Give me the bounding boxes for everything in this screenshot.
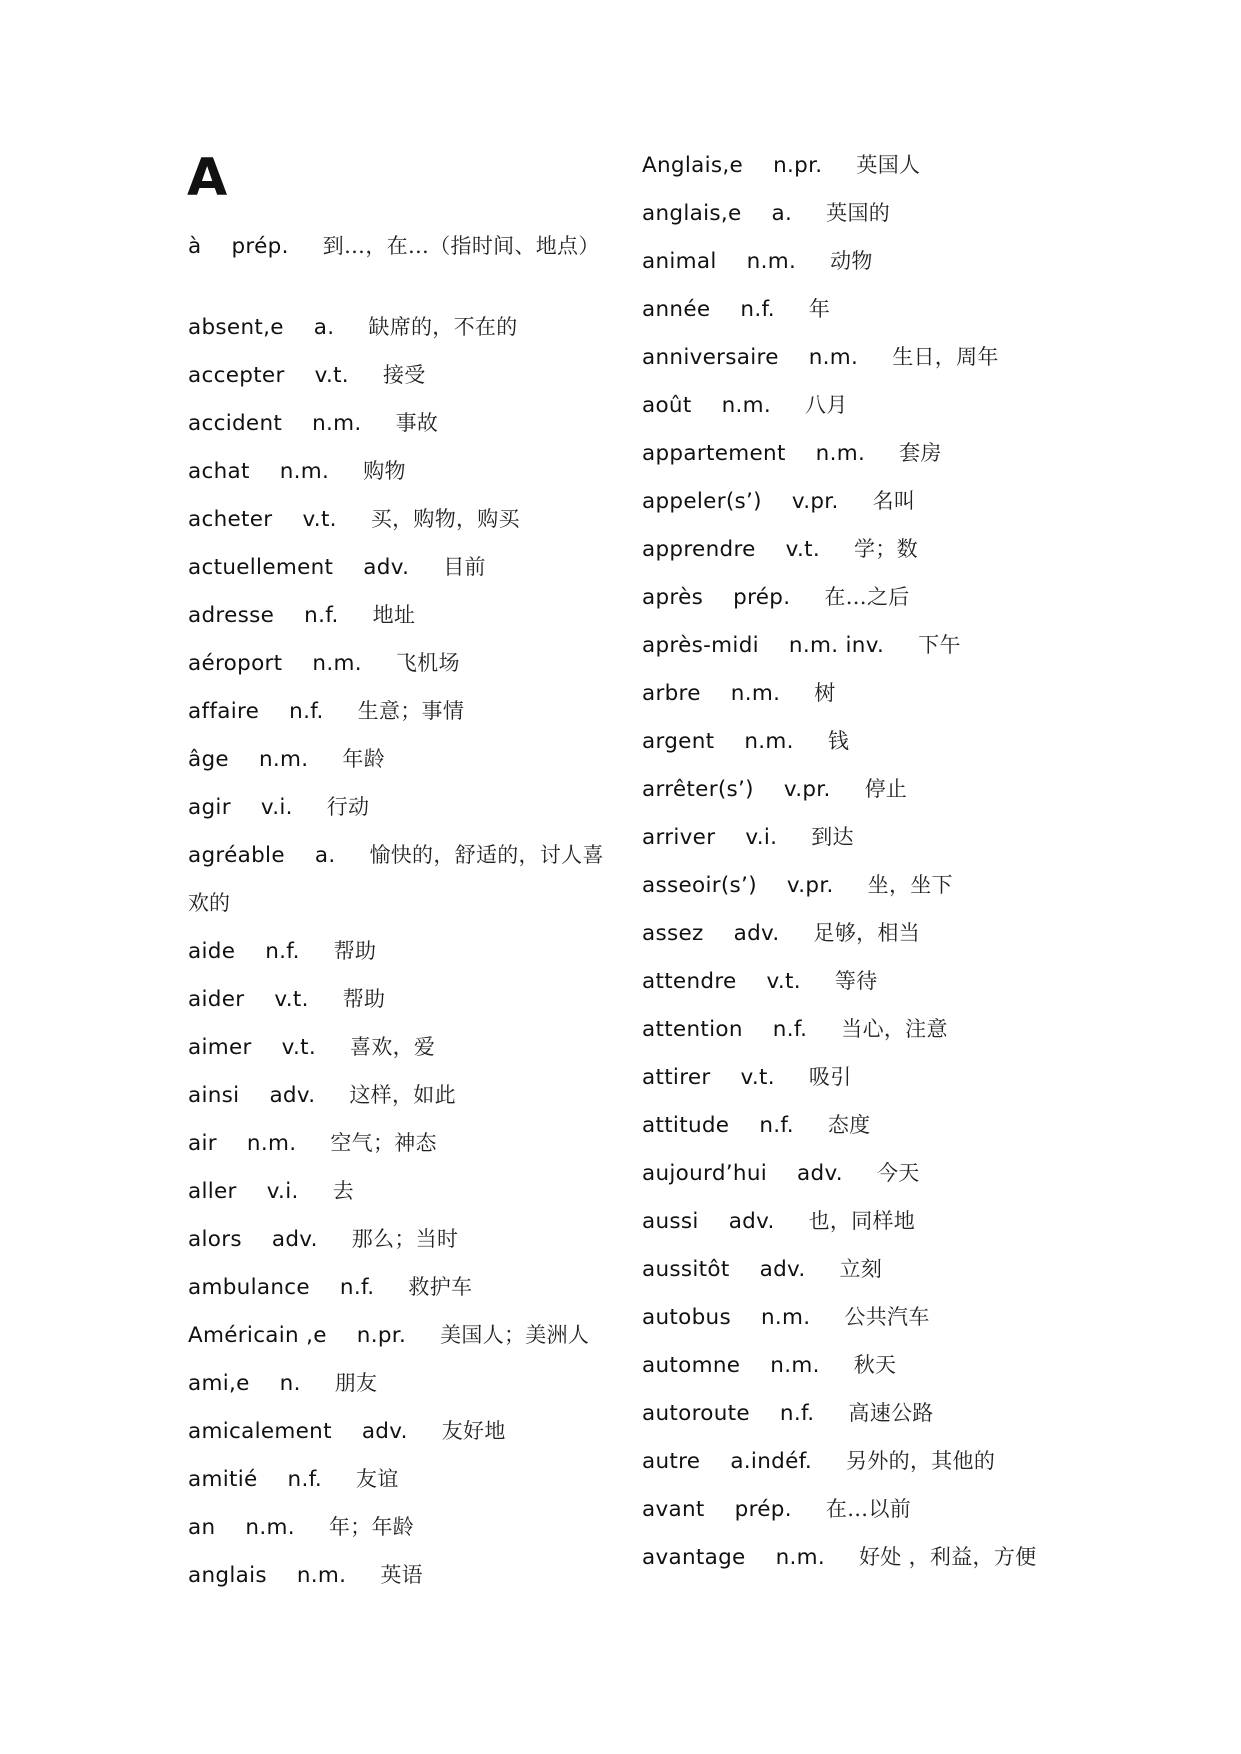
chinese-meaning: 那么；当时 (351, 1227, 459, 1251)
chinese-meaning: 足够，相当 (813, 921, 921, 945)
part-of-speech: prép. (733, 585, 791, 610)
chinese-meaning: 学；数 (854, 537, 918, 561)
chinese-meaning: 吸引 (808, 1065, 852, 1089)
chinese-meaning: 钱 (827, 729, 850, 753)
entry (188, 1465, 399, 1494)
section-letter: A (187, 148, 228, 208)
entry (642, 1351, 896, 1380)
headword: arbre (642, 681, 701, 706)
chinese-meaning: 在…之后 (824, 585, 910, 609)
chinese-meaning: 到…，在…（指时间、地点） (322, 234, 600, 258)
headword: ami,e (188, 1371, 250, 1396)
chinese-meaning: 动物 (830, 249, 873, 273)
part-of-speech: prép. (734, 1497, 792, 1522)
part-of-speech: adv. (269, 1083, 316, 1108)
entry (642, 1255, 882, 1284)
chinese-meaning: 生意；事情 (357, 699, 465, 723)
part-of-speech: n.m. (296, 1563, 347, 1588)
part-of-speech: n. (279, 1371, 301, 1396)
headword: avant (642, 1497, 705, 1522)
entry (188, 985, 385, 1014)
part-of-speech: adv. (733, 921, 780, 946)
entry (188, 409, 438, 438)
entry (642, 583, 910, 612)
part-of-speech: n.f. (779, 1401, 815, 1426)
part-of-speech: n.m. (760, 1305, 811, 1330)
entry (642, 535, 918, 564)
part-of-speech: n.pr. (773, 153, 823, 178)
chinese-meaning: 坐，坐下 (867, 873, 953, 897)
part-of-speech: n.m. (258, 747, 309, 772)
chinese-meaning: 停止 (864, 777, 908, 801)
entry (188, 313, 518, 342)
headword: après (642, 585, 704, 610)
part-of-speech: n.m. (746, 249, 797, 274)
headword: acheter (188, 507, 273, 532)
entry (642, 295, 830, 324)
part-of-speech: n.m. (312, 411, 362, 436)
headword: Anglais,e (642, 153, 744, 178)
headword: aide (188, 939, 236, 964)
headword: ainsi (188, 1083, 240, 1108)
part-of-speech: n.m. (246, 1131, 297, 1156)
part-of-speech: adv. (759, 1257, 806, 1282)
part-of-speech: n.m. inv. (788, 633, 885, 658)
headword: autobus (642, 1305, 731, 1330)
chinese-meaning: 救护车 (408, 1275, 473, 1299)
chinese-meaning: 帮助 (342, 987, 386, 1011)
headword: âge (188, 747, 229, 772)
entry (642, 391, 848, 420)
headword: anglais (188, 1563, 267, 1588)
entry (642, 151, 920, 180)
entry (188, 1129, 437, 1158)
headword: apprendre (642, 537, 756, 562)
chinese-meaning: 目前 (443, 555, 486, 579)
part-of-speech: n.m. (312, 651, 362, 676)
part-of-speech: n.f. (759, 1113, 794, 1138)
part-of-speech: n.f. (740, 297, 775, 322)
entry (188, 361, 426, 390)
chinese-meaning: 另外的，其他的 (846, 1449, 996, 1473)
part-of-speech: adv. (361, 1419, 408, 1444)
part-of-speech: v.t. (281, 1035, 317, 1060)
entry (642, 967, 878, 996)
chinese-meaning: 也，同样地 (808, 1209, 916, 1233)
part-of-speech: n.m. (721, 393, 772, 418)
chinese-meaning: 好处 ，利益，方便 (859, 1545, 1037, 1569)
entry (642, 343, 999, 372)
chinese-meaning: 空气；神态 (330, 1131, 437, 1155)
part-of-speech: v.i. (266, 1179, 299, 1204)
part-of-speech: v.t. (314, 363, 349, 388)
chinese-meaning: 地址 (372, 603, 416, 627)
headword: alors (188, 1227, 242, 1252)
headword: Américain ,e (188, 1323, 327, 1348)
headword: autre (642, 1449, 701, 1474)
headword: ambulance (188, 1275, 310, 1300)
headword: après-midi (642, 633, 759, 658)
headword: attention (642, 1017, 743, 1042)
entry (188, 841, 604, 870)
entry (188, 601, 415, 630)
chinese-meaning: 当心，注意 (841, 1017, 948, 1041)
part-of-speech: adv. (797, 1161, 843, 1186)
part-of-speech: v.i. (745, 825, 778, 850)
entry (188, 232, 600, 261)
chinese-meaning: 年 (808, 297, 831, 321)
entry (642, 247, 873, 276)
entry (642, 919, 920, 948)
part-of-speech: prép. (231, 234, 289, 259)
chinese-meaning: 套房 (899, 441, 942, 465)
entry (642, 1543, 1036, 1572)
headword: autoroute (642, 1401, 750, 1426)
chinese-meaning: 高速公路 (848, 1401, 934, 1425)
part-of-speech: v.pr. (791, 489, 839, 514)
part-of-speech: v.i. (260, 795, 293, 820)
headword: animal (642, 249, 717, 274)
chinese-meaning: 等待 (834, 969, 878, 993)
headword: absent,e (188, 315, 284, 340)
chinese-meaning: 生日，周年 (892, 345, 999, 369)
chinese-meaning: 这样，如此 (349, 1083, 456, 1107)
part-of-speech: n.m. (279, 459, 330, 484)
part-of-speech: n.f. (289, 699, 324, 724)
entry (188, 457, 406, 486)
headword: attendre (642, 969, 737, 994)
chinese-meaning: 公共汽车 (844, 1305, 930, 1329)
entry (188, 553, 486, 582)
entry (642, 1447, 995, 1476)
entry (642, 1399, 934, 1428)
chinese-meaning: 秋天 (853, 1353, 897, 1377)
part-of-speech: n.f. (287, 1467, 323, 1492)
entry (642, 679, 836, 708)
entry (642, 199, 890, 228)
entry (188, 1177, 354, 1206)
headword: agir (188, 795, 231, 820)
headword: an (188, 1515, 216, 1540)
entry (188, 697, 464, 726)
headword: actuellement (188, 555, 334, 580)
entry (642, 1207, 915, 1236)
entry (642, 823, 854, 852)
entry (188, 505, 520, 534)
chinese-meaning: 态度 (827, 1113, 871, 1137)
part-of-speech: adv. (363, 555, 410, 580)
entry (642, 1015, 948, 1044)
entry (188, 1561, 423, 1590)
chinese-meaning: 事故 (395, 411, 439, 435)
part-of-speech: n.m. (808, 345, 859, 370)
headword: aéroport (188, 651, 283, 676)
headword: anglais,e (642, 201, 742, 226)
entry (642, 1159, 920, 1188)
chinese-meaning: 到达 (811, 825, 854, 849)
entry (188, 793, 369, 822)
headword: année (642, 297, 711, 322)
headword: air (188, 1131, 217, 1156)
headword: agréable (188, 843, 285, 868)
chinese-meaning: 友好地 (441, 1419, 506, 1443)
entry (188, 1033, 435, 1062)
part-of-speech: adv. (271, 1227, 318, 1252)
headword: à (188, 234, 202, 259)
headword: août (642, 393, 692, 418)
headword: automne (642, 1353, 741, 1378)
chinese-meaning: 愉快的，舒适的，讨人喜 (369, 843, 604, 867)
part-of-speech: a.indéf. (730, 1449, 813, 1474)
entry (188, 1321, 589, 1350)
part-of-speech: n.f. (265, 939, 300, 964)
entry (642, 631, 961, 660)
entry (188, 1417, 506, 1446)
chinese-meaning: 美国人；美洲人 (440, 1323, 590, 1347)
headword: attirer (642, 1065, 711, 1090)
headword: arrêter(s’) (642, 777, 754, 802)
entry (642, 727, 849, 756)
part-of-speech: v.pr. (783, 777, 831, 802)
part-of-speech: n.f. (772, 1017, 808, 1042)
part-of-speech: adv. (728, 1209, 775, 1234)
part-of-speech: n.f. (339, 1275, 375, 1300)
chinese-meaning: 接受 (382, 363, 426, 387)
headword: achat (188, 459, 250, 484)
chinese-meaning: 缺席的，不在的 (368, 315, 518, 339)
part-of-speech: n.pr. (356, 1323, 407, 1348)
headword: aimer (188, 1035, 252, 1060)
headword: accepter (188, 363, 285, 388)
headword: arriver (642, 825, 716, 850)
entry (188, 649, 460, 678)
entry (642, 1111, 870, 1140)
chinese-meaning: 行动 (326, 795, 370, 819)
headword: asseoir(s’) (642, 873, 757, 898)
headword: aider (188, 987, 245, 1012)
entry (642, 871, 953, 900)
chinese-meaning: 名叫 (872, 489, 916, 513)
headword: amicalement (188, 1419, 332, 1444)
headword: attitude (642, 1113, 730, 1138)
headword: aussi (642, 1209, 699, 1234)
part-of-speech: v.t. (766, 969, 801, 994)
chinese-meaning: 树 (814, 681, 836, 705)
headword: appeler(s’) (642, 489, 762, 514)
part-of-speech: a. (313, 315, 335, 340)
entry (642, 775, 907, 804)
headword: appartement (642, 441, 786, 466)
chinese-meaning: 帮助 (333, 939, 377, 963)
entry (642, 1063, 852, 1092)
part-of-speech: v.t. (785, 537, 820, 562)
headword: avantage (642, 1545, 746, 1570)
headword: aujourd’hui (642, 1161, 768, 1186)
entry (642, 1495, 911, 1524)
headword: assez (642, 921, 704, 946)
part-of-speech: n.m. (730, 681, 781, 706)
headword: aussitôt (642, 1257, 730, 1282)
part-of-speech: n.m. (815, 441, 866, 466)
part-of-speech: v.pr. (786, 873, 834, 898)
entry (188, 1273, 472, 1302)
chinese-meaning: 年；年龄 (328, 1515, 415, 1539)
part-of-speech: v.t. (274, 987, 309, 1012)
chinese-meaning: 下午 (918, 633, 961, 657)
chinese-meaning: 喜欢，爱 (350, 1035, 436, 1059)
part-of-speech: v.t. (740, 1065, 775, 1090)
headword: anniversaire (642, 345, 779, 370)
entry (188, 1513, 414, 1542)
part-of-speech: a. (771, 201, 793, 226)
part-of-speech: n.f. (304, 603, 339, 628)
chinese-meaning: 立刻 (839, 1257, 883, 1281)
entry (642, 1303, 930, 1332)
entry (642, 487, 915, 516)
chinese-meaning: 朋友 (334, 1371, 378, 1395)
part-of-speech: a. (314, 843, 336, 868)
headword: argent (642, 729, 715, 754)
headword: affaire (188, 699, 260, 724)
chinese-meaning: 英国人 (856, 153, 921, 177)
entry (188, 937, 376, 966)
entry (188, 1081, 456, 1110)
headword: aller (188, 1179, 237, 1204)
entry (188, 1369, 377, 1398)
chinese-meaning: 英国的 (826, 201, 891, 225)
chinese-meaning-continued: 欢的 (188, 891, 230, 915)
chinese-meaning: 购物 (363, 459, 406, 483)
chinese-meaning: 飞机场 (395, 651, 460, 675)
chinese-meaning: 友谊 (356, 1467, 399, 1491)
part-of-speech: n.m. (770, 1353, 820, 1378)
chinese-meaning: 在…以前 (825, 1497, 912, 1521)
chinese-meaning: 今天 (876, 1161, 920, 1185)
part-of-speech: n.m. (245, 1515, 295, 1540)
entry (642, 439, 942, 468)
headword: amitié (188, 1467, 258, 1492)
chinese-meaning: 去 (332, 1179, 354, 1203)
entry (188, 1225, 458, 1254)
headword: adresse (188, 603, 275, 628)
part-of-speech: v.t. (302, 507, 337, 532)
chinese-meaning: 英语 (380, 1563, 423, 1587)
part-of-speech: n.m. (744, 729, 794, 754)
part-of-speech: n.m. (775, 1545, 826, 1570)
entry (188, 745, 385, 774)
chinese-meaning: 买，购物，购买 (370, 507, 520, 531)
chinese-meaning: 八月 (805, 393, 848, 417)
headword: accident (188, 411, 283, 436)
chinese-meaning: 年龄 (342, 747, 386, 771)
